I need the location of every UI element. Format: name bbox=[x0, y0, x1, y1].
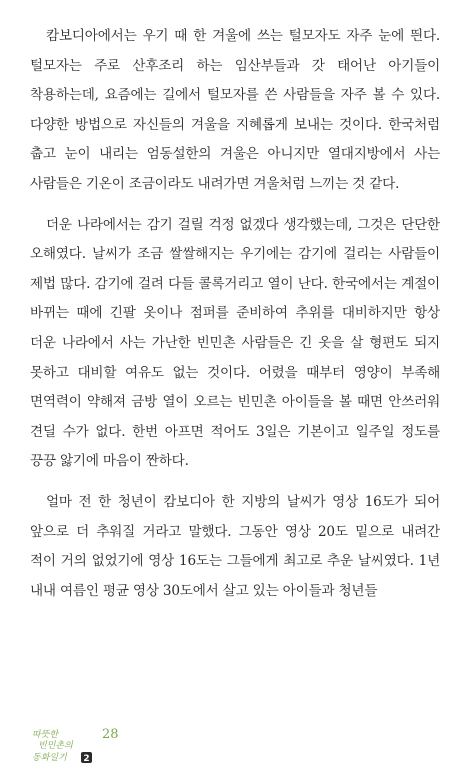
logo-text-line-3: 동화일기 bbox=[32, 753, 67, 763]
logo-text-line-2: 빈민촌의 bbox=[38, 741, 73, 751]
body-text bbox=[30, 22, 440, 617]
series-logo-icon bbox=[30, 726, 96, 766]
paragraph-3: 얼마 전 한 청년이 캄보디아 한 지방의 날씨가 영상 16도가 되어 앞으로 더 추워질 거라고 말했다. 그동안 영상 20도 밑으로 내려간 적이 거의 없었기에 영상 16도는 그들에게 최고로 추운 날씨였다. 1년 내내 여름인 평균 영상 30도에서 살고 있는 아이들과 청년들 bbox=[30, 493, 440, 599]
page-footer bbox=[30, 722, 119, 766]
page-number: 28 bbox=[102, 727, 119, 742]
paragraph-2: 더운 나라에서는 감기 걸릴 걱정 없겠다 생각했는데, 그것은 단단한 오해였다. 날씨가 조금 쌀쌀해지는 우기에는 감기에 걸리는 사람들이 제법 많다. 감기에 걸려 다들 콜록거리고 열이 난다. 한국에서는 계절이 바뀌는 때에 긴팔 옷이나 점퍼를 준비하여 추위를 대비하지만 항상 더운 나라에서 사는 가난한 빈민촌 사람들은 긴 옷을 살 형편도 되지 못하고 대비할 여유도 없는 것이다. 어렸을 때부터 영양이 부족해 면역력이 약해져 금방 열이 오르는 빈민촌 아이들을 볼 때면 안쓰러워 견딜 수가 없다. 한번 아프면 적어도 3일은 기본이고 일주일 정도를 끙끙 앓기에 마음이 짠하다. bbox=[30, 216, 440, 470]
logo-text-line-1: 따뜻한 bbox=[32, 730, 59, 740]
logo-volume-number: 2 bbox=[83, 754, 90, 764]
paragraph-1: 캄보디아에서는 우기 때 한 겨울에 쓰는 털모자도 자주 눈에 띈다. 털모자는 주로 산후조리 하는 임산부들과 갓 태어난 아기들이 착용하는데, 요즘에는 길에서 털모자를 쓴 사람들을 자주 볼 수 있다. 다양한 방법으로 자신들의 겨울을 지혜롭게 보내는 것이다. 한국처럼 춥고 눈이 내리는 엄동설한의 겨울은 아니지만 열대지방에서 사는 사람들은 기온이 조금이라도 내려가면 겨울처럼 느끼는 것 같다. bbox=[30, 28, 440, 192]
